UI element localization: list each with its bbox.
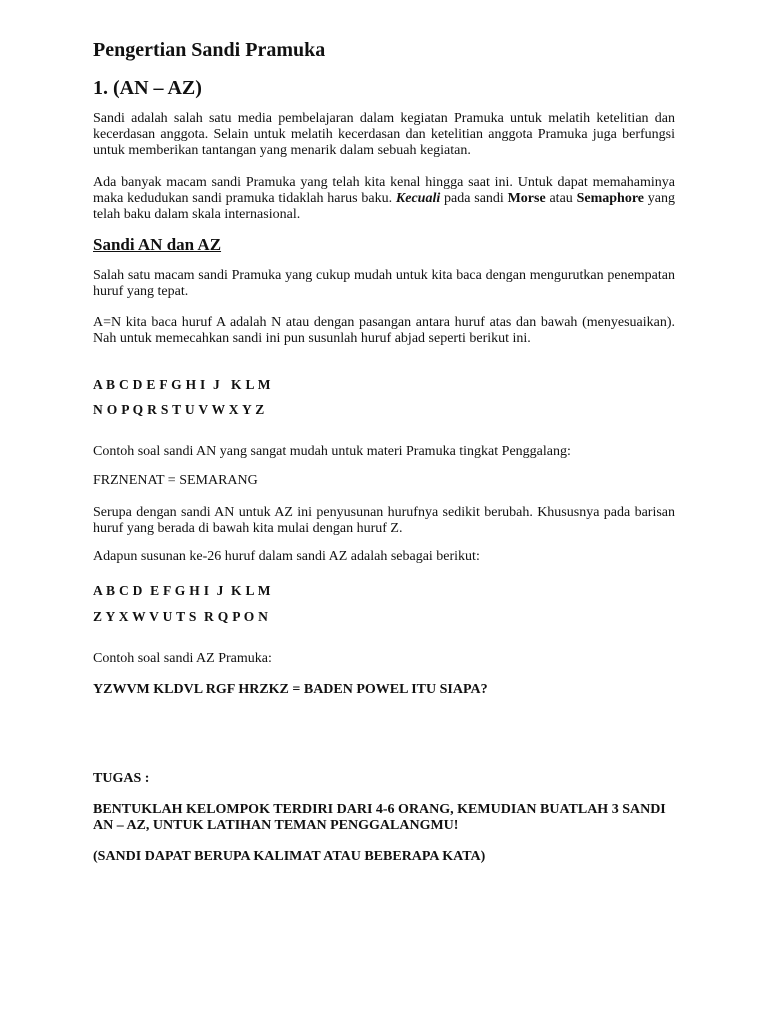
paragraph-an-desc: Salah satu macam sandi Pramuka yang cukup mudah untuk kita baca dengan mengurutkan penempatan huruf yang tepat. <box>93 268 675 299</box>
an-alphabet-row-1: A B C D E F G H I J K L M <box>93 377 271 392</box>
section-heading: 1. (AN – AZ) <box>93 77 202 99</box>
an-example: FRZNENAT = SEMARANG <box>93 473 258 488</box>
paragraph-types-text-2: pada sandi <box>440 191 508 206</box>
atau-text: atau <box>545 191 577 206</box>
paragraph-types <box>93 175 675 223</box>
paragraph-az-intro: Adapun susunan ke-26 huruf dalam sandi AZ adalah sebagai berikut: <box>93 549 480 564</box>
paragraph-types-text-3: yang telah baku dalam skala internasional. <box>93 191 675 222</box>
paragraph-types-text: Ada banyak macam sandi Pramuka yang telah kita kenal hingga saat ini. Untuk dapat memahaminya maka kedudukan sandi pramuka tidaklah harus baku. <box>93 175 675 206</box>
az-example: YZWVM KLDVL RGF HRZKZ = BADEN POWEL ITU SIAPA? <box>93 682 488 697</box>
paragraph-an-example-intro: Contoh soal sandi AN yang sangat mudah untuk materi Pramuka tingkat Penggalang: <box>93 444 571 459</box>
az-alphabet-row-1: A B C D E F G H I J K L M <box>93 583 271 598</box>
an-alphabet-row-2: N O P Q R S T U V W X Y Z <box>93 402 265 417</box>
paragraph-az-desc: Serupa dengan sandi AN untuk AZ ini penyusunan hurufnya sedikit berubah. Khususnya pada barisan huruf yang berada di bawah kita mulai dengan huruf Z. <box>93 505 675 536</box>
subheading-an-az: Sandi AN dan AZ <box>93 235 222 254</box>
task-text: BENTUKLAH KELOMPOK TERDIRI DARI 4-6 ORANG, KEMUDIAN BUATLAH 3 SANDI AN – AZ, UNTUK LATIHAN TEMAN PENGGALANGMU! <box>93 802 666 833</box>
morse-term: Morse <box>507 191 546 206</box>
paragraph-an-explain: A=N kita baca huruf A adalah N atau dengan pasangan antara huruf atas dan bawah (menyesuaikan). Nah untuk memecahkan sandi ini pun susunlah huruf abjad seperti berikut ini. <box>93 315 675 346</box>
task-label: TUGAS : <box>93 771 150 786</box>
task-note: (SANDI DAPAT BERUPA KALIMAT ATAU BEBERAPA KATA) <box>93 849 486 864</box>
semaphore-term: Semaphore <box>576 191 644 206</box>
kecuali-emphasis: Kecuali <box>395 191 441 206</box>
document-title: Pengertian Sandi Pramuka <box>93 39 326 61</box>
az-alphabet-row-2: Z Y X W V U T S R Q P O N <box>93 609 269 624</box>
paragraph-az-example-intro: Contoh soal sandi AZ Pramuka: <box>93 651 272 666</box>
paragraph-intro: Sandi adalah salah satu media pembelajaran dalam kegiatan Pramuka untuk melatih ketelitian dan kecerdasan anggota. Selain untuk melatih kecerdasan dan ketelitian anggota Pramuka juga berfungsi untuk memberikan tantangan yang menarik dalam sebuah kegiatan. <box>93 111 675 158</box>
